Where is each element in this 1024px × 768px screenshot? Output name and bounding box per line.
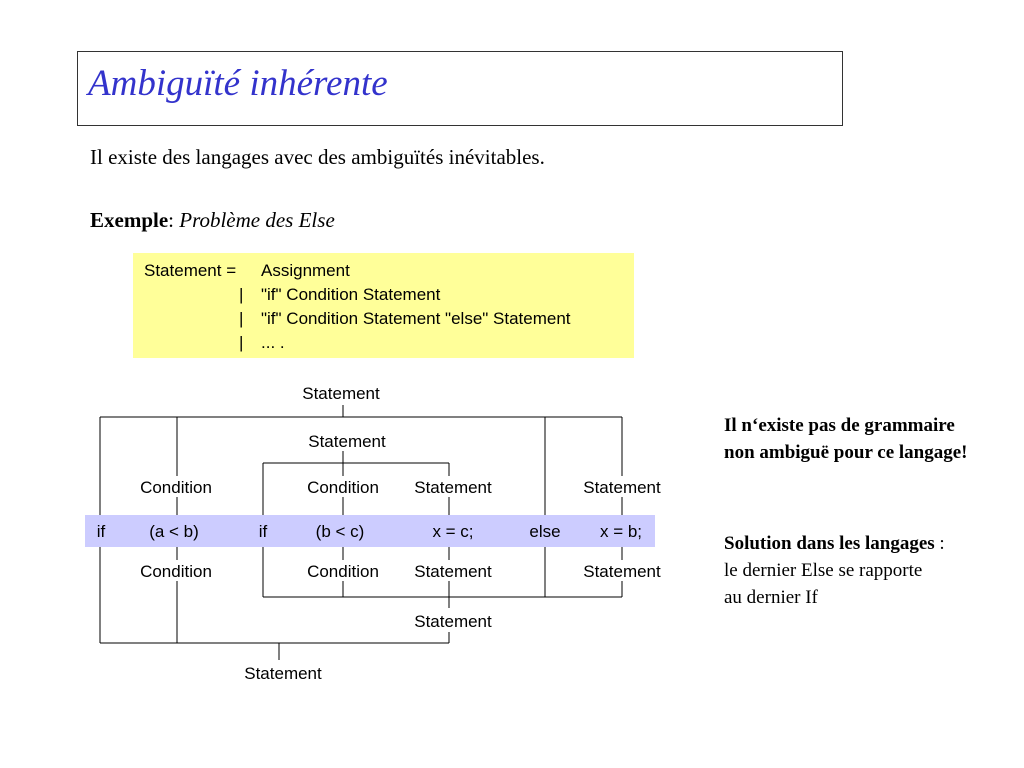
token-cond-a-b: (a < b) bbox=[149, 522, 199, 541]
lower-statement-label-3: Statement bbox=[414, 562, 492, 581]
solution-line-2: le dernier Else se rapporte bbox=[724, 560, 923, 581]
token-if-2: if bbox=[258, 522, 268, 541]
upper-condition-label-2: Condition bbox=[307, 478, 379, 497]
solution-line-1 bbox=[724, 530, 945, 557]
token-else: else bbox=[529, 522, 561, 541]
lower-root-statement-label: Statement bbox=[244, 664, 322, 683]
token-if-1: if bbox=[96, 522, 106, 541]
upper-statement-label-3: Statement bbox=[414, 478, 492, 497]
token-cond-b-c: (b < c) bbox=[315, 522, 365, 541]
solution-label: Solution dans les langages bbox=[724, 533, 935, 554]
grammar-alt-3: ... . bbox=[261, 333, 285, 352]
grammar-alt-2: "if" Condition Statement "else" Statement bbox=[261, 309, 571, 328]
grammar-alt-0: Assignment bbox=[261, 261, 350, 280]
grammar-bar-3: | bbox=[239, 333, 244, 352]
grammar-lhs: Statement = bbox=[144, 261, 237, 280]
upper-inner-statement-label: Statement bbox=[308, 432, 386, 451]
upper-condition-label-1: Condition bbox=[140, 478, 212, 497]
grammar-bar-2: | bbox=[239, 309, 244, 328]
no-grammar-line-2: non ambiguë pour ce langage! bbox=[724, 442, 968, 463]
lower-inner-statement-label: Statement bbox=[414, 612, 492, 631]
solution-separator: : bbox=[934, 533, 945, 554]
slide-title: Ambiguïté inhérente bbox=[88, 63, 388, 104]
example-separator: : bbox=[168, 208, 180, 232]
no-grammar-note bbox=[724, 412, 968, 466]
intro-text: Il existe des langages avec des ambiguïtés inévitables. bbox=[90, 145, 545, 169]
grammar-alt-1: "if" Condition Statement bbox=[261, 285, 441, 304]
upper-root-statement-label: Statement bbox=[302, 384, 380, 403]
solution-note bbox=[724, 530, 945, 611]
grammar-bar-1: | bbox=[239, 285, 244, 304]
lower-condition-label-1: Condition bbox=[140, 562, 212, 581]
solution-line-3: au dernier If bbox=[724, 587, 818, 608]
example-label: Exemple bbox=[90, 208, 169, 232]
upper-statement-label-4: Statement bbox=[583, 478, 661, 497]
token-assign-x-c: x = c; bbox=[432, 522, 474, 541]
no-grammar-line-1: Il n‘existe pas de grammaire bbox=[724, 415, 955, 436]
token-assign-x-b: x = b; bbox=[599, 522, 643, 541]
lower-condition-label-2: Condition bbox=[307, 562, 379, 581]
lower-statement-label-4: Statement bbox=[583, 562, 661, 581]
example-subject: Problème des Else bbox=[179, 208, 335, 232]
